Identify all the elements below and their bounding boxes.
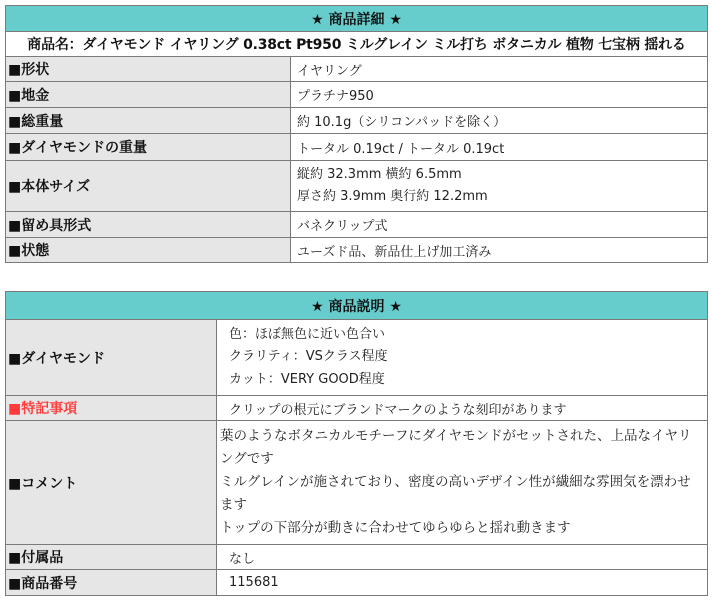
clasp-label: ■留め具形式 <box>6 212 291 238</box>
diamond-cut-line: カット：VERY GOOD程度 <box>229 371 385 387</box>
weight-label: ■総重量 <box>6 108 291 134</box>
condition-value: ユーズド品、新品仕上げ加工済み <box>291 238 708 263</box>
diamond-label: ■ダイヤモンド <box>6 320 217 396</box>
comment-label: ■コメント <box>6 421 217 545</box>
shape-value: イヤリング <box>291 57 708 82</box>
comment-value <box>217 421 708 545</box>
comment-line: ミルグレインが施されており、密度の高いデザイン性が繊細な雰囲気を漂わせます <box>220 474 691 513</box>
diamond-color-line: 色：ほぼ無色に近い色合い <box>229 326 386 342</box>
clasp-value: バネクリップ式 <box>291 212 708 238</box>
diamond-clarity-line: クラリティ：VSクラス程度 <box>229 349 388 365</box>
accessories-value: なし <box>217 545 708 570</box>
special-notes-label: ■特記事項 <box>6 396 217 421</box>
diamond-weight-value: トータル 0.19ct / トータル 0.19ct <box>291 134 708 161</box>
item-number-value: 115681 <box>217 570 708 596</box>
comment-line: 葉のようなボタニカルモチーフにダイヤモンドがセットされた、上品なイヤリングです <box>220 428 692 467</box>
size-label: ■本体サイズ <box>6 161 291 212</box>
comment-line: トップの下部分が動きに合わせてゆらゆらと揺れ動きます <box>220 520 571 536</box>
metal-value: プラチナ950 <box>291 82 708 108</box>
size-value <box>291 161 708 212</box>
item-number-label: ■商品番号 <box>6 570 217 596</box>
product-title: 商品名：ダイヤモンド イヤリング 0.38ct Pt950 ミルグレイン ミル打ち ボタニカル 植物 七宝柄 揺れる <box>6 32 708 57</box>
size-line: 縦約 32.3mm 横約 6.5mm <box>297 166 462 182</box>
size-line: 厚さ約 3.9mm 奥行約 12.2mm <box>297 189 488 204</box>
diamond-weight-label: ■ダイヤモンドの重量 <box>6 134 291 161</box>
weight-value: 約 10.1g（シリコンパッドを除く） <box>291 108 708 134</box>
description-header: ★ 商品説明 ★ <box>6 292 708 320</box>
description-table <box>5 291 708 596</box>
shape-label: ■形状 <box>6 57 291 82</box>
details-table <box>5 5 708 263</box>
diamond-value <box>217 320 708 396</box>
metal-label: ■地金 <box>6 82 291 108</box>
accessories-label: ■付属品 <box>6 545 217 570</box>
details-header: ★ 商品詳細 ★ <box>6 6 708 32</box>
condition-label: ■状態 <box>6 238 291 263</box>
special-notes-value: クリップの根元にブランドマークのような刻印があります <box>217 396 708 421</box>
